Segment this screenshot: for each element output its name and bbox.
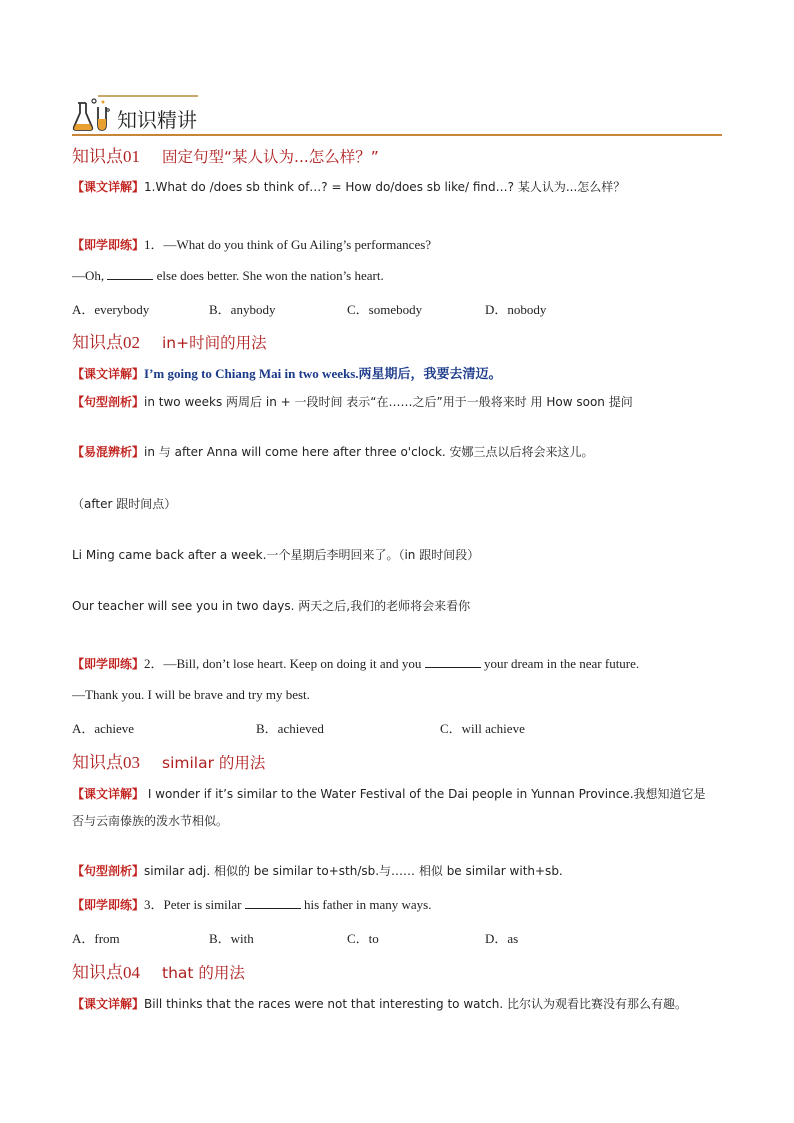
kp04-detail [72, 995, 687, 1013]
kp01-q-part-a: —Oh, [72, 268, 108, 283]
kp02-title: in+时间的用法 [162, 334, 267, 352]
kp03-title: similar 的用法 [162, 754, 266, 772]
kp01-practice-tag: 【即学即练】 [72, 238, 145, 252]
kp01-title: 固定句型“某人认为...怎么样？” [162, 148, 379, 166]
kp01-question: 1．—What do you think of Gu Ailing’s performances? [144, 237, 432, 252]
kp03-detail-tag: 【课文详解】 [72, 787, 145, 801]
kp04-title: that 的用法 [162, 964, 245, 982]
kp04-detail-text: Bill thinks that the races were not that interesting to watch. 比尔认为观看比赛没有那么有趣。 [144, 997, 688, 1011]
kp03-detail-text: I wonder if it’s similar to the Water Festival of the Dai people in Yunnan Province.我想知道它是 [144, 787, 706, 801]
kp03-analysis [72, 862, 563, 880]
kp04-heading [72, 964, 245, 982]
kp02-option-b[interactable]: B．achieved [256, 721, 324, 736]
kp01-option-d[interactable]: D．nobody [485, 302, 547, 317]
kp02-confuse-tag: 【易混辨析】 [72, 445, 145, 459]
flask-icon [72, 97, 112, 133]
kp03-option-d[interactable]: D．as [485, 931, 519, 946]
kp04-number: 知识点04 [72, 963, 140, 982]
kp02-practice-tag: 【即学即练】 [72, 657, 145, 671]
answer-blank[interactable] [107, 267, 153, 280]
header-rule [72, 134, 722, 136]
kp03-q-part-a: 3．Peter is similar [144, 897, 245, 912]
kp03-detail-line2: 否与云南傣族的泼水节相似。 [72, 814, 229, 828]
kp01-question-line2 [72, 267, 384, 285]
kp01-option-b[interactable]: B．anybody [209, 302, 276, 317]
kp02-q-part-b: your dream in the near future. [480, 656, 640, 671]
kp02-detail [72, 365, 502, 383]
kp02-question-line2: —Thank you. I will be brave and try my best. [72, 687, 310, 702]
kp02-practice [72, 655, 639, 673]
kp03-analysis-text: similar adj. 相似的 be similar to+sth/sb.与…… 相似 be similar with+sb. [144, 864, 563, 878]
kp03-option-c[interactable]: C．to [347, 931, 379, 946]
kp03-detail [72, 785, 706, 803]
kp01-q-part-b: else does better. She won the nation’s heart. [153, 268, 384, 283]
kp02-heading [72, 334, 267, 352]
answer-blank[interactable] [425, 655, 481, 668]
kp01-detail-text: 1.What do /does sb think of…? = How do/does sb like/ find…? 某人认为...怎么样？ [144, 180, 626, 194]
kp03-heading [72, 754, 265, 772]
kp02-q-part-a: 2．—Bill, don’t lose heart. Keep on doing it and you [144, 656, 425, 671]
kp03-practice-tag: 【即学即练】 [72, 898, 145, 912]
section-title: 知识精讲 [117, 108, 197, 132]
kp03-option-b[interactable]: B．with [209, 931, 254, 946]
kp02-example1: Li Ming came back after a week.一个星期后李明回来了。（in 跟时间段） [72, 548, 480, 562]
kp01-detail-tag: 【课文详解】 [72, 180, 145, 194]
kp02-option-a[interactable]: A．achieve [72, 721, 135, 736]
kp03-option-a[interactable]: A．from [72, 931, 120, 946]
kp01-number: 知识点01 [72, 147, 140, 166]
kp02-detail-text: I’m going to Chiang Mai in two weeks.两星期后，我要去清迈。 [144, 366, 502, 381]
kp04-detail-tag: 【课文详解】 [72, 997, 145, 1011]
kp01-practice [72, 236, 431, 254]
kp02-confuse [72, 443, 594, 461]
kp02-option-c[interactable]: C．will achieve [440, 721, 525, 736]
kp02-example2: Our teacher will see you in two days. 两天之后,我们的老师将会来看你 [72, 599, 471, 613]
kp02-note: （after 跟时间点） [72, 497, 177, 511]
kp01-heading [72, 148, 379, 166]
kp03-analysis-tag: 【句型剖析】 [72, 864, 145, 878]
kp02-analysis-tag: 【句型剖析】 [72, 395, 145, 409]
answer-blank[interactable] [245, 896, 301, 909]
kp02-confuse-text: in 与 after Anna will come here after three o'clock. 安娜三点以后将会来这儿。 [144, 445, 594, 459]
kp03-practice [72, 896, 431, 914]
kp03-number: 知识点03 [72, 753, 140, 772]
kp01-option-c[interactable]: C．somebody [347, 302, 423, 317]
kp02-number: 知识点02 [72, 333, 140, 352]
kp01-option-a[interactable]: A．everybody [72, 302, 150, 317]
kp02-analysis-text: in two weeks 两周后 in + 一段时间 表示“在……之后”用于一般将来时 用 How soon 提问 [144, 395, 633, 409]
kp03-q-part-b: his father in many ways. [300, 897, 432, 912]
header-accent-line [98, 95, 198, 97]
kp02-detail-tag: 【课文详解】 [72, 367, 145, 381]
kp02-analysis [72, 393, 633, 411]
kp01-detail [72, 178, 625, 196]
